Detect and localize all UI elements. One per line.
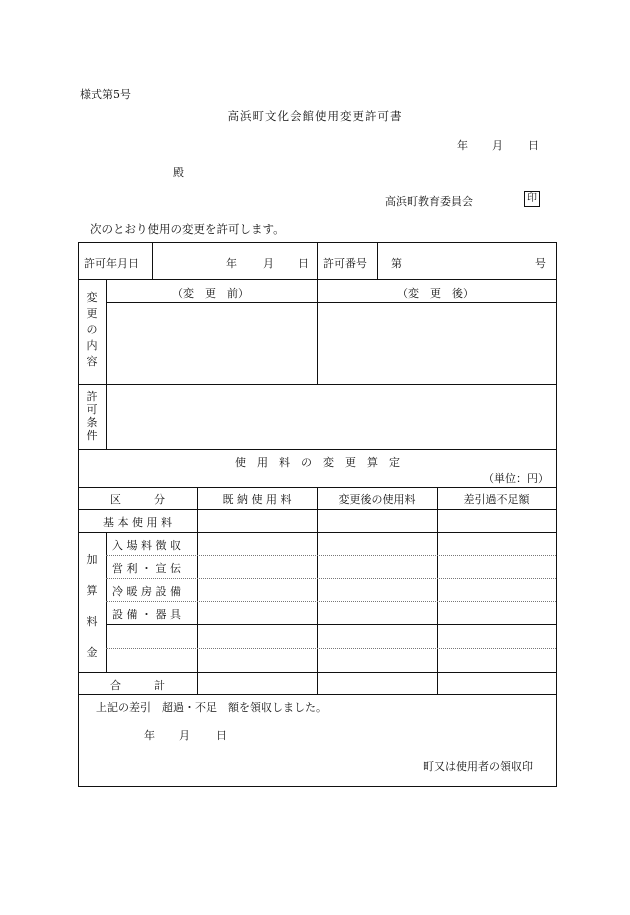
divider <box>106 302 557 303</box>
fee-header-category: 区 分 <box>110 493 165 506</box>
form-number: 様式第5号 <box>80 88 131 101</box>
divider <box>152 242 153 279</box>
change-after-header: （変 更 後） <box>397 287 474 300</box>
seal-mark: 印 <box>524 191 540 207</box>
divider <box>78 672 557 673</box>
divider <box>78 384 557 385</box>
issue-date-day: 日 <box>528 139 539 152</box>
receipt-text: 上記の差引 超過・不足 額を領収しました。 <box>96 701 327 714</box>
permit-date-label: 許可年月日 <box>84 257 139 270</box>
divider <box>317 279 318 384</box>
divider <box>78 449 557 450</box>
divider <box>78 694 557 695</box>
permit-number-label: 許可番号 <box>323 257 367 270</box>
divider <box>317 242 318 279</box>
divider <box>197 487 198 694</box>
issue-date-year: 年 <box>457 139 468 152</box>
total-label: 合 計 <box>110 679 165 692</box>
dotted-divider <box>106 555 556 556</box>
permit-date-month: 月 <box>263 257 274 270</box>
surcharge-item-admission: 入 場 料 徴 収 <box>112 539 181 552</box>
fee-header-difference: 差引過不足額 <box>463 493 530 506</box>
permit-conditions-label: 許 可 条 件 <box>86 390 98 442</box>
fee-header-paid: 既 納 使 用 料 <box>222 493 292 506</box>
issuer-name: 高浜町教育委員会 <box>385 195 473 208</box>
receipt-month: 月 <box>179 729 190 742</box>
dotted-divider <box>106 601 556 602</box>
divider <box>106 279 107 449</box>
permit-date-year: 年 <box>226 257 237 270</box>
surcharge-label: 加 算 料 金 <box>86 553 98 659</box>
divider <box>78 532 557 533</box>
divider <box>106 532 107 672</box>
divider <box>437 487 438 694</box>
divider <box>78 509 557 510</box>
addressee-suffix: 殿 <box>173 166 184 179</box>
table-border-right <box>556 242 557 787</box>
change-content-label: 変 更 の 内 容 <box>86 291 98 368</box>
permit-number-suffix: 号 <box>535 257 546 270</box>
permit-form-table <box>78 242 557 787</box>
receipt-seal-label: 町又は使用者の領収印 <box>423 760 533 773</box>
surcharge-item-airconditioning: 冷 暖 房 設 備 <box>112 585 181 598</box>
receipt-year: 年 <box>144 729 155 742</box>
fee-unit: （単位：円） <box>483 472 549 485</box>
surcharge-item-equipment: 設 備 ・ 器 具 <box>112 608 181 621</box>
dotted-divider <box>106 648 556 649</box>
receipt-day: 日 <box>216 729 227 742</box>
divider <box>317 487 318 694</box>
change-before-header: （変 更 前） <box>172 287 249 300</box>
permit-number-prefix: 第 <box>391 257 402 270</box>
divider <box>106 624 557 625</box>
basic-fee-label: 基 本 使 用 料 <box>103 516 172 529</box>
table-border-bottom <box>78 786 557 787</box>
intro-text: 次のとおり使用の変更を許可します。 <box>90 222 285 236</box>
issue-date-month: 月 <box>492 139 503 152</box>
divider <box>377 242 378 279</box>
surcharge-item-commercial: 営 利 ・ 宣 伝 <box>112 562 181 575</box>
document-title: 高浜町文化会館使用変更許可書 <box>227 109 403 123</box>
dotted-divider <box>106 578 556 579</box>
fee-header-changed: 変更後の使用料 <box>338 493 416 506</box>
permit-date-day: 日 <box>298 257 309 270</box>
fee-section-title: 使 用 料 の 変 更 算 定 <box>235 456 400 469</box>
